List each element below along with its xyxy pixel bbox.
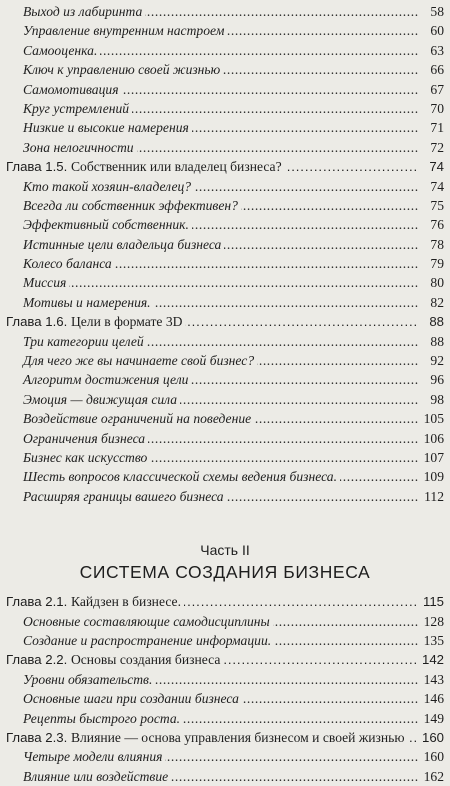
toc-chapter-entry [0,728,450,747]
entry-title: Расширяя границы вашего бизнеса [23,487,227,506]
toc-list-part-1 [0,2,450,506]
page-number: 146 [418,689,444,708]
chapter-heading [6,157,285,176]
toc-entry [0,293,450,312]
page-number: 71 [418,118,444,137]
entry-title: Создание и распространение информации. [23,631,274,650]
toc-entry [0,709,450,728]
entry-title: Ограничения бизнеса [23,429,148,448]
entry-title: Управление внутренним настроем [23,21,227,40]
entry-title: Алгоритм достижения цели [23,370,191,389]
entry-title: Кто такой хозяин-владелец? [23,177,194,196]
entry-title: Ключ к управлению своей жизнью [23,60,223,79]
toc-entry [0,215,450,234]
toc-entry [0,747,450,766]
entry-title: Рецепты быстрого роста. [23,709,183,728]
toc-entry [0,80,450,99]
page-number: 75 [418,196,444,215]
entry-title: Самомотивация [23,80,122,99]
page-number: 63 [418,41,444,60]
entry-title: Миссия [23,273,69,292]
toc-chapter-entry [0,650,450,669]
toc-entry [0,21,450,40]
page-number: 78 [418,235,444,254]
toc-entry [0,138,450,157]
toc-entry [0,689,450,708]
page-number: 135 [418,631,444,650]
toc-entry [0,767,450,786]
toc-entry [0,370,450,389]
page-number: 112 [418,487,444,506]
page-number: 98 [418,390,444,409]
chapter-title: Собственник или владелец бизнеса? [70,159,282,175]
page-number: 72 [418,138,444,157]
page-number: 105 [418,409,444,428]
entry-title: Эмоция — движущая сила [23,390,180,409]
chapter-label: Глава 2.2. [6,652,68,668]
toc-entry [0,487,450,506]
page-number: 88 [418,332,444,351]
toc-entry [0,409,450,428]
toc-entry [0,118,450,137]
chapter-label: Глава 2.1. [6,594,68,610]
toc-entry [0,467,450,486]
toc-entry [0,612,450,631]
toc-chapter-entry [0,592,450,611]
chapter-title: Цели в формате 3D [70,314,183,330]
chapter-label: Глава 1.6. [6,314,68,330]
toc-list-part-2 [0,592,450,786]
page-number: 160 [418,747,444,766]
page-number: 96 [418,370,444,389]
entry-title: Влияние или воздействие [23,767,171,786]
page-number: 107 [418,448,444,467]
dot-leader [23,273,424,292]
entry-title: Круг устремлений [23,99,132,118]
toc-chapter-entry [0,312,450,331]
entry-title: Три категории целей [23,332,147,351]
page-number: 66 [418,60,444,79]
chapter-title: Влияние — основа управления бизнесом и своей жизнью [70,729,405,745]
entry-title: Основные составляющие самодисциплины [23,612,273,631]
entry-title: Для чего же вы начинаете свой бизнес? [23,351,257,370]
toc-entry [0,41,450,60]
page-number: 162 [418,767,444,786]
page-number: 160 [418,728,444,747]
entry-title: Основные шаги при создании бизнеса [23,689,242,708]
entry-title: Воздействие ограничений на поведение [23,409,254,428]
toc-entry [0,99,450,118]
chapter-title: Кайдзен в бизнесе. [70,594,181,610]
page-number: 70 [418,99,444,118]
page-number: 58 [418,2,444,21]
page-number: 115 [418,592,444,611]
entry-title: Истинные цели владельца бизнеса [23,235,224,254]
part-label: Часть II [200,542,250,559]
entry-title: Эффективный собственник. [23,215,192,234]
page-number: 82 [418,293,444,312]
toc-entry [0,332,450,351]
page-number: 74 [418,177,444,196]
page-number: 92 [418,351,444,370]
entry-title: Всегда ли собственник эффективен? [23,196,241,215]
chapter-label: Глава 1.5. [6,159,68,175]
toc-entry [0,177,450,196]
toc-chapter-entry [0,157,450,176]
toc-entry [0,196,450,215]
toc-entry [0,2,450,21]
chapter-label: Глава 2.3. [6,729,68,745]
toc-entry [0,631,450,650]
toc-entry [0,60,450,79]
part-title: СИСТЕМА СОЗДАНИЯ БИЗНЕСА [79,562,371,583]
chapter-heading [6,312,185,331]
page-number: 109 [418,467,444,486]
toc-entry [0,429,450,448]
toc-entry [0,390,450,409]
page-number: 67 [418,80,444,99]
page-number: 76 [418,215,444,234]
page-number: 80 [418,273,444,292]
chapter-heading [6,728,408,747]
page-number: 143 [418,670,444,689]
toc-entry [0,254,450,273]
entry-title: Бизнес как искусство [23,448,150,467]
toc-entry [0,670,450,689]
toc-entry [0,273,450,292]
page-number: 60 [418,21,444,40]
entry-title: Четыре модели влияния [23,747,165,766]
entry-title: Уровни обязательств. [23,670,155,689]
entry-title: Колесо баланса [23,254,115,273]
part-heading [0,540,450,584]
toc-entry [0,351,450,370]
page-number: 142 [418,650,444,669]
entry-title: Выход из лабиринта [23,2,145,21]
entry-title: Шесть вопросов классической схемы ведения бизнеса. [23,467,340,486]
page-number: 88 [418,312,444,331]
chapter-heading [6,592,184,611]
entry-title: Низкие и высокие намерения [23,118,192,137]
entry-title: Зона нелогичности [23,138,137,157]
page-number: 149 [418,709,444,728]
entry-title: Самооценка. [23,41,100,60]
toc-entry [0,448,450,467]
page-number: 79 [418,254,444,273]
chapter-heading [6,650,223,669]
chapter-title: Основы создания бизнеса [70,652,221,668]
page-number: 128 [418,612,444,631]
page-number: 106 [418,429,444,448]
page-number: 74 [418,157,444,176]
entry-title: Мотивы и намерения. [23,293,154,312]
toc-entry [0,235,450,254]
